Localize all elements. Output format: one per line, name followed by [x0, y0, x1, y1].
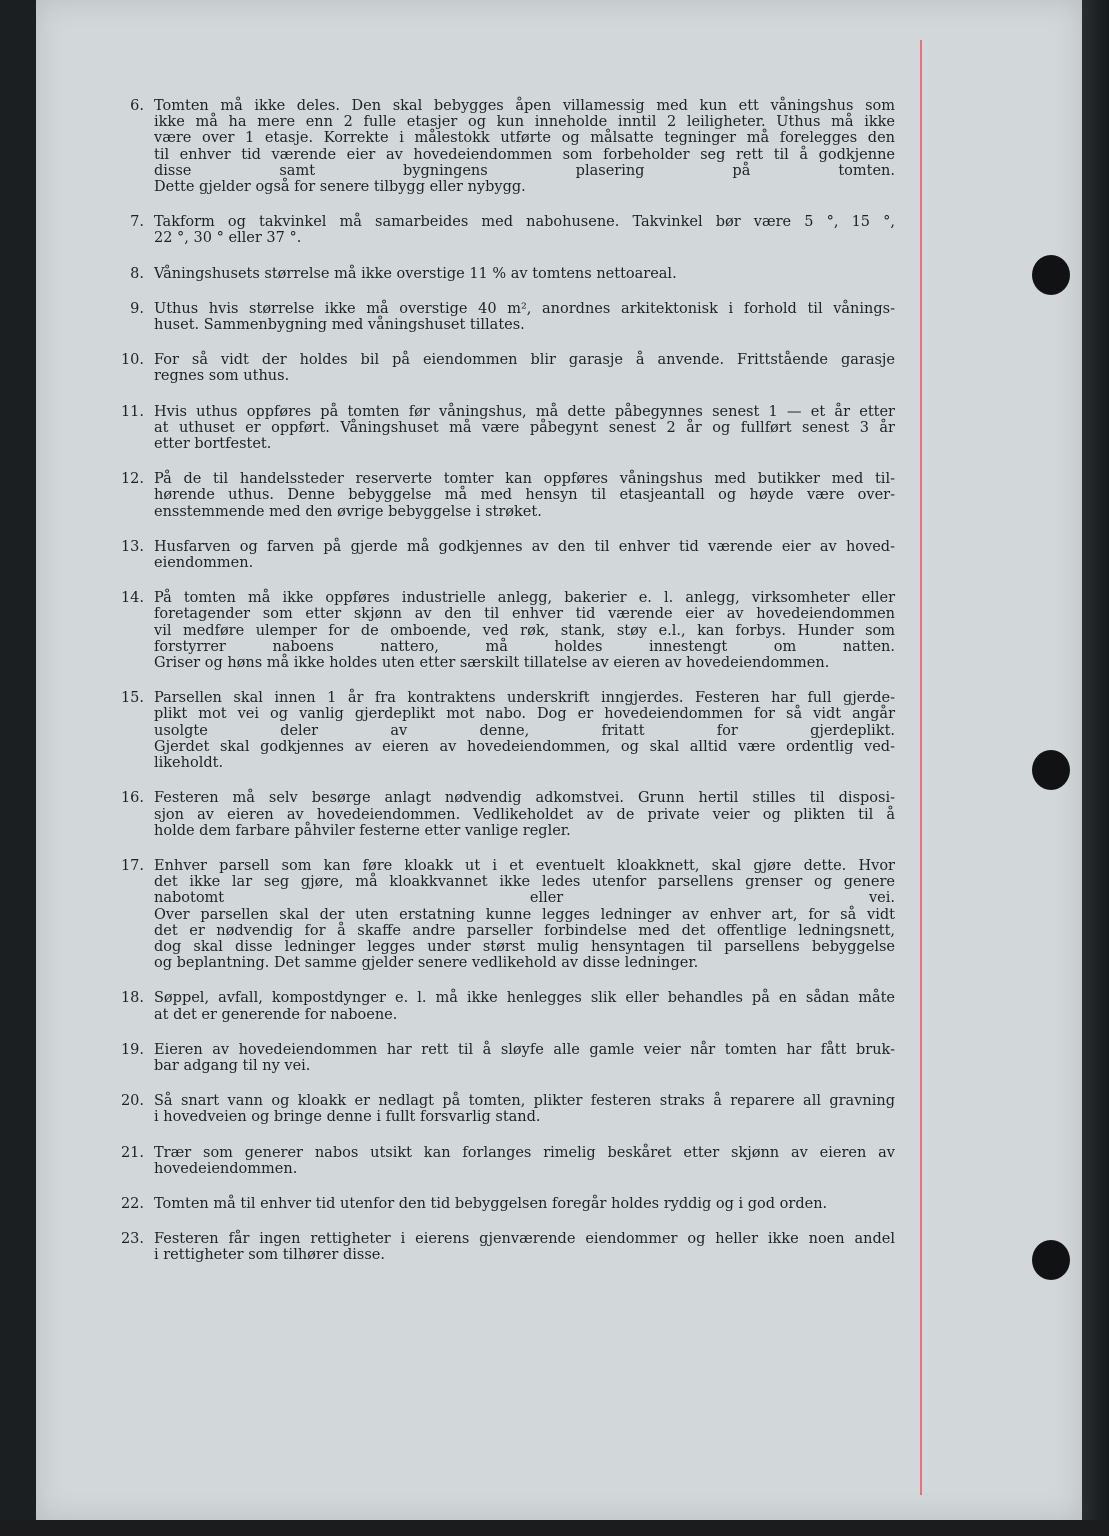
clause-text-line: disse samt bygningens plasering på tomten. [154, 162, 895, 179]
clause-number: 22. [120, 1195, 144, 1212]
clause-text-line: På tomten må ikke oppføres industrielle anlegg, bakerier e. l. anlegg, virksomheter eller [154, 590, 895, 607]
punch-hole-middle [1032, 750, 1070, 790]
clause-number: 9. [130, 300, 144, 317]
margin-line [920, 40, 922, 1495]
clause [110, 790, 895, 839]
clause-number: 23. [120, 1231, 144, 1248]
clause-text-line: plikt mot vei og vanlig gjerdeplikt mot nabo. Dog er hovedeiendommen for så vidt angår [154, 706, 895, 723]
clause-text-line: at det er generende for naboene. [154, 1006, 398, 1023]
clause [110, 590, 895, 671]
clause-text-line: Takform og takvinkel må samarbeides med nabohusene. Takvinkel bør være 5 °, 15 °, [154, 214, 895, 231]
clause-number: 16. [120, 790, 144, 807]
clause-text-line: Parsellen skal innen 1 år fra kontraktens underskrift inngjerdes. Festeren har full gjerde- [154, 690, 895, 707]
clause-text-line: i rettigheter som tilhører disse. [154, 1247, 385, 1264]
clause-text-line: ensstemmende med den øvrige bebyggelse i strøket. [154, 503, 542, 520]
clause-number: 12. [120, 471, 144, 488]
clause-text-line: Festeren får ingen rettigheter i eierens gjenværende eiendommer og heller ikke noen andel [154, 1231, 895, 1248]
clause-number: 10. [120, 352, 144, 369]
clause-text-line: til enhver tid værende eier av hovedeiendommen som forbeholder seg rett til å godkjenne [154, 146, 895, 163]
punch-hole-bottom [1032, 1240, 1070, 1280]
clause-text-line: Over parsellen skal der uten erstatning kunne legges ledninger av enhver art, for så vidt [154, 906, 895, 923]
clause [110, 1145, 895, 1177]
clause-number: 13. [120, 538, 144, 555]
clause-number: 19. [120, 1041, 144, 1058]
clause-number: 21. [120, 1144, 144, 1161]
clause-text-line: Tomten må ikke deles. Den skal bebygges åpen villamessig med kun ett våningshus som [154, 98, 895, 114]
clause-text-line: Uthus hvis størrelse ikke må overstige 40 m², anordnes arkitektonisk i forhold til vånings- [154, 300, 895, 317]
punch-hole-top [1032, 255, 1070, 295]
clause-text-line: være over 1 etasje. Korrekte i målestokk utførte og målsatte tegninger må forelegges den [154, 130, 895, 147]
clause [110, 352, 895, 384]
clause-text-line: Våningshusets størrelse må ikke overstige 11 % av tomtens nettoareal. [154, 265, 677, 282]
clause [110, 990, 895, 1022]
clause-text-line: Søppel, avfall, kompostdynger e. l. må ikke henlegges slik eller behandles på en sådan måte [154, 990, 895, 1007]
clause-text-line: huset. Sammenbygning med våningshuset tillates. [154, 317, 525, 334]
clause-text-line: det er nødvendig for å skaffe andre parseller forbindelse med det offentlige ledningsnett, [154, 922, 895, 939]
clause [110, 1042, 895, 1074]
clause-text-line: at uthuset er oppført. Våningshuset må være påbegynt senest 2 år og fullført senest 3 år [154, 419, 895, 436]
clause-text-line: sjon av eieren av hovedeiendommen. Vedlikeholdet av de private veier og plikten til å [154, 806, 895, 823]
clause-text-line: Husfarven og farven på gjerde må godkjennes av den til enhver tid værende eier av hoved- [154, 538, 895, 555]
page-edge-right [1082, 0, 1109, 1536]
clause [110, 214, 895, 246]
clause-text-line: Griser og høns må ikke holdes uten etter særskilt tillatelse av eieren av hovedeiendommen. [154, 655, 830, 672]
clause-list [110, 98, 895, 1283]
clause-number: 18. [120, 990, 144, 1007]
clause [110, 266, 895, 282]
clause-number: 20. [120, 1093, 144, 1110]
clause-text-line: nabotomt eller vei. [154, 890, 895, 907]
clause-text-line: hørende uthus. Denne bebyggelse må med hensyn til etasjeantall og høyde være over- [154, 487, 895, 504]
clause-text-line: regnes som uthus. [154, 368, 290, 385]
clause-text-line: Så snart vann og kloakk er nedlagt på tomten, plikter festeren straks å reparere all gravning [154, 1093, 895, 1110]
clause-text-line: Trær som generer nabos utsikt kan forlanges rimelig beskåret etter skjønn av eieren av [154, 1144, 895, 1161]
clause-number: 8. [130, 265, 144, 282]
clause-number: 15. [120, 690, 144, 707]
clause [110, 471, 895, 520]
clause-text-line: Hvis uthus oppføres på tomten før våningshus, må dette påbegynnes senest 1 — et år etter [154, 403, 895, 420]
clause-text-line: hovedeiendommen. [154, 1160, 298, 1177]
clause-text-line: Enhver parsell som kan føre kloakk ut i et eventuelt kloakknett, skal gjøre dette. Hvor [154, 857, 895, 874]
clause [110, 1196, 895, 1212]
clause-text-line: forstyrrer naboens nattero, må holdes innestengt om natten. [154, 638, 895, 655]
clause-text-line: det ikke lar seg gjøre, må kloakkvannet ikke ledes utenfor parsellens grenser og genere [154, 874, 895, 891]
clause-text-line: etter bortfestet. [154, 436, 272, 453]
clause [110, 98, 895, 195]
clause [110, 858, 895, 971]
clause-text-line: Gjerdet skal godkjennes av eieren av hovedeiendommen, og skal alltid være ordentlig ved- [154, 738, 895, 755]
clause [110, 1093, 895, 1125]
clause-text-line: likeholdt. [154, 755, 224, 772]
clause-text-line: Dette gjelder også for senere tilbygg eller nybygg. [154, 179, 526, 196]
clause-text-line: eiendommen. [154, 555, 254, 572]
clause-number: 7. [130, 214, 144, 231]
clause-text-line: Festeren må selv besørge anlagt nødvendig adkomstvei. Grunn hertil stilles til disposi- [154, 790, 895, 807]
clause [110, 1231, 895, 1263]
clause-text-line: og beplantning. Det samme gjelder senere vedlikehold av disse ledninger. [154, 955, 699, 972]
clause-text-line: holde dem farbare påhviler festerne etter vanlige regler. [154, 822, 571, 839]
clause-text-line: På de til handelssteder reserverte tomter kan oppføres våningshus med butikker med til- [154, 471, 895, 488]
clause-number: 17. [120, 857, 144, 874]
clause [110, 690, 895, 771]
clause-text-line: ikke må ha mere enn 2 fulle etasjer og kun inneholde inntil 2 leiligheter. Uthus må ikke [154, 114, 895, 131]
clause-number: 14. [120, 590, 144, 607]
clause-text-line: foretagender som etter skjønn av den til enhver tid værende eier av hovedeiendommen [154, 606, 895, 623]
clause-text-line: Tomten må til enhver tid utenfor den tid bebyggelsen foregår holdes ryddig og i god orden. [154, 1195, 828, 1212]
clause-number: 6. [130, 98, 144, 114]
clause-text-line: i hovedveien og bringe denne i fullt forsvarlig stand. [154, 1109, 541, 1126]
clause [110, 539, 895, 571]
clause-text-line: For så vidt der holdes bil på eiendommen blir garasje å anvende. Frittstående garasje [154, 352, 895, 369]
page-edge-bottom [0, 1520, 1109, 1536]
clause-text-line: usolgte deler av denne, fritatt for gjerdeplikt. [154, 722, 895, 739]
clause [110, 404, 895, 453]
clause-text-line: bar adgang til ny vei. [154, 1057, 311, 1074]
clause-text-line: vil medføre ulemper for de omboende, ved røk, stank, støy e.l., kan forbys. Hunder som [154, 622, 895, 639]
clause-text-line: dog skal disse ledninger legges under størst mulig hensyntagen til parsellens bebyggelse [154, 938, 895, 955]
clause-number: 11. [120, 403, 144, 420]
clause [110, 301, 895, 333]
clause-text-line: 22 °, 30 ° eller 37 °. [154, 230, 302, 247]
clause-text-line: Eieren av hovedeiendommen har rett til å sløyfe alle gamle veier når tomten har fått bruk- [154, 1041, 895, 1058]
